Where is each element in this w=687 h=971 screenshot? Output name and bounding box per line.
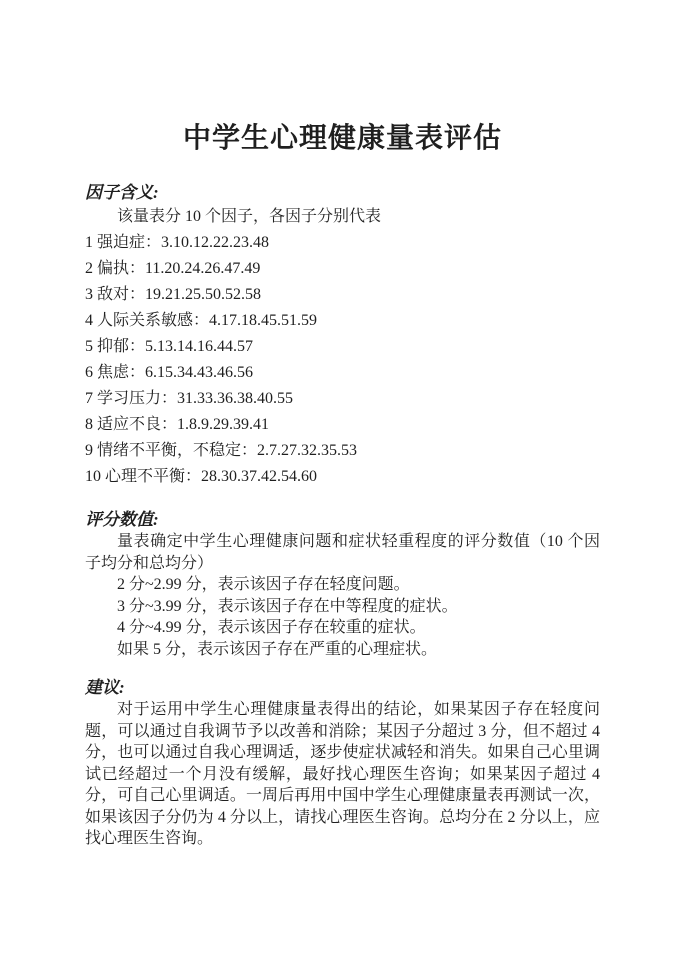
factor-item: 10 心理不平衡：28.30.37.42.54.60: [85, 468, 318, 485]
scoring-section: [85, 509, 600, 660]
factor-item: 7 学习压力：31.33.36.38.40.55: [85, 390, 294, 407]
factor-item: 2 偏执：11.20.24.26.47.49: [85, 260, 261, 277]
factors-section-heading: 因子含义:: [85, 183, 159, 202]
scoring-level: 2 分~2.99 分，表示该因子存在轻度问题。: [117, 576, 410, 593]
scoring-section-heading: 评分数值:: [85, 510, 159, 529]
advice-section-heading: 建议:: [85, 678, 125, 697]
factor-item: 6 焦虑：6.15.34.43.46.56: [85, 364, 254, 381]
factor-item: 9 情绪不平衡，不稳定：2.7.27.32.35.53: [85, 442, 358, 459]
scoring-level: 3 分~3.99 分，表示该因子存在中等程度的症状。: [117, 597, 458, 615]
factor-item: 5 抑郁：5.13.14.16.44.57: [85, 338, 254, 355]
factor-list: [85, 230, 600, 490]
factor-item: 4 人际关系敏感：4.17.18.45.51.59: [85, 312, 318, 329]
scoring-level: 如果 5 分，表示该因子存在严重的心理症状。: [117, 640, 438, 658]
factors-intro-text: 该量表分 10 个因子，各因子分别代表: [117, 208, 382, 225]
scoring-level-list: [85, 574, 600, 660]
scoring-level: 4 分~4.99 分，表示该因子存在较重的症状。: [117, 619, 426, 636]
factor-item: 8 适应不良：1.8.9.29.39.41: [85, 416, 270, 433]
factor-item: 3 敌对：19.21.25.50.52.58: [85, 286, 262, 303]
factor-item: 1 强迫症：3.10.12.22.23.48: [85, 234, 270, 251]
scoring-intro-text: 量表确定中学生心理健康问题和症状轻重程度的评分数值（10 个因子均分和总均分）: [85, 533, 600, 572]
document-title: 中学生心理健康量表评估: [182, 123, 502, 154]
advice-section: [85, 677, 600, 850]
advice-paragraph: 对于运用中学生心理健康量表得出的结论，如果某因子存在轻度问题，可以通过自我调节予以改善和消除；某因子分超过 3 分，但不超过 4 分，也可以通过自我心理调适，逐步使症状减轻和消失。如果自己心里调试已经超过一个月没有缓解，最好找心理医生咨询；如果某因子超过 4 分，可自己心里调适。一周后再用中国中学生心理健康量表再测试一次，如果该因子分仍为 4 分以上，请找心理医生咨询。总均分在 2 分以上，应找心理医生咨询。: [85, 701, 600, 847]
factors-section: [85, 182, 600, 490]
